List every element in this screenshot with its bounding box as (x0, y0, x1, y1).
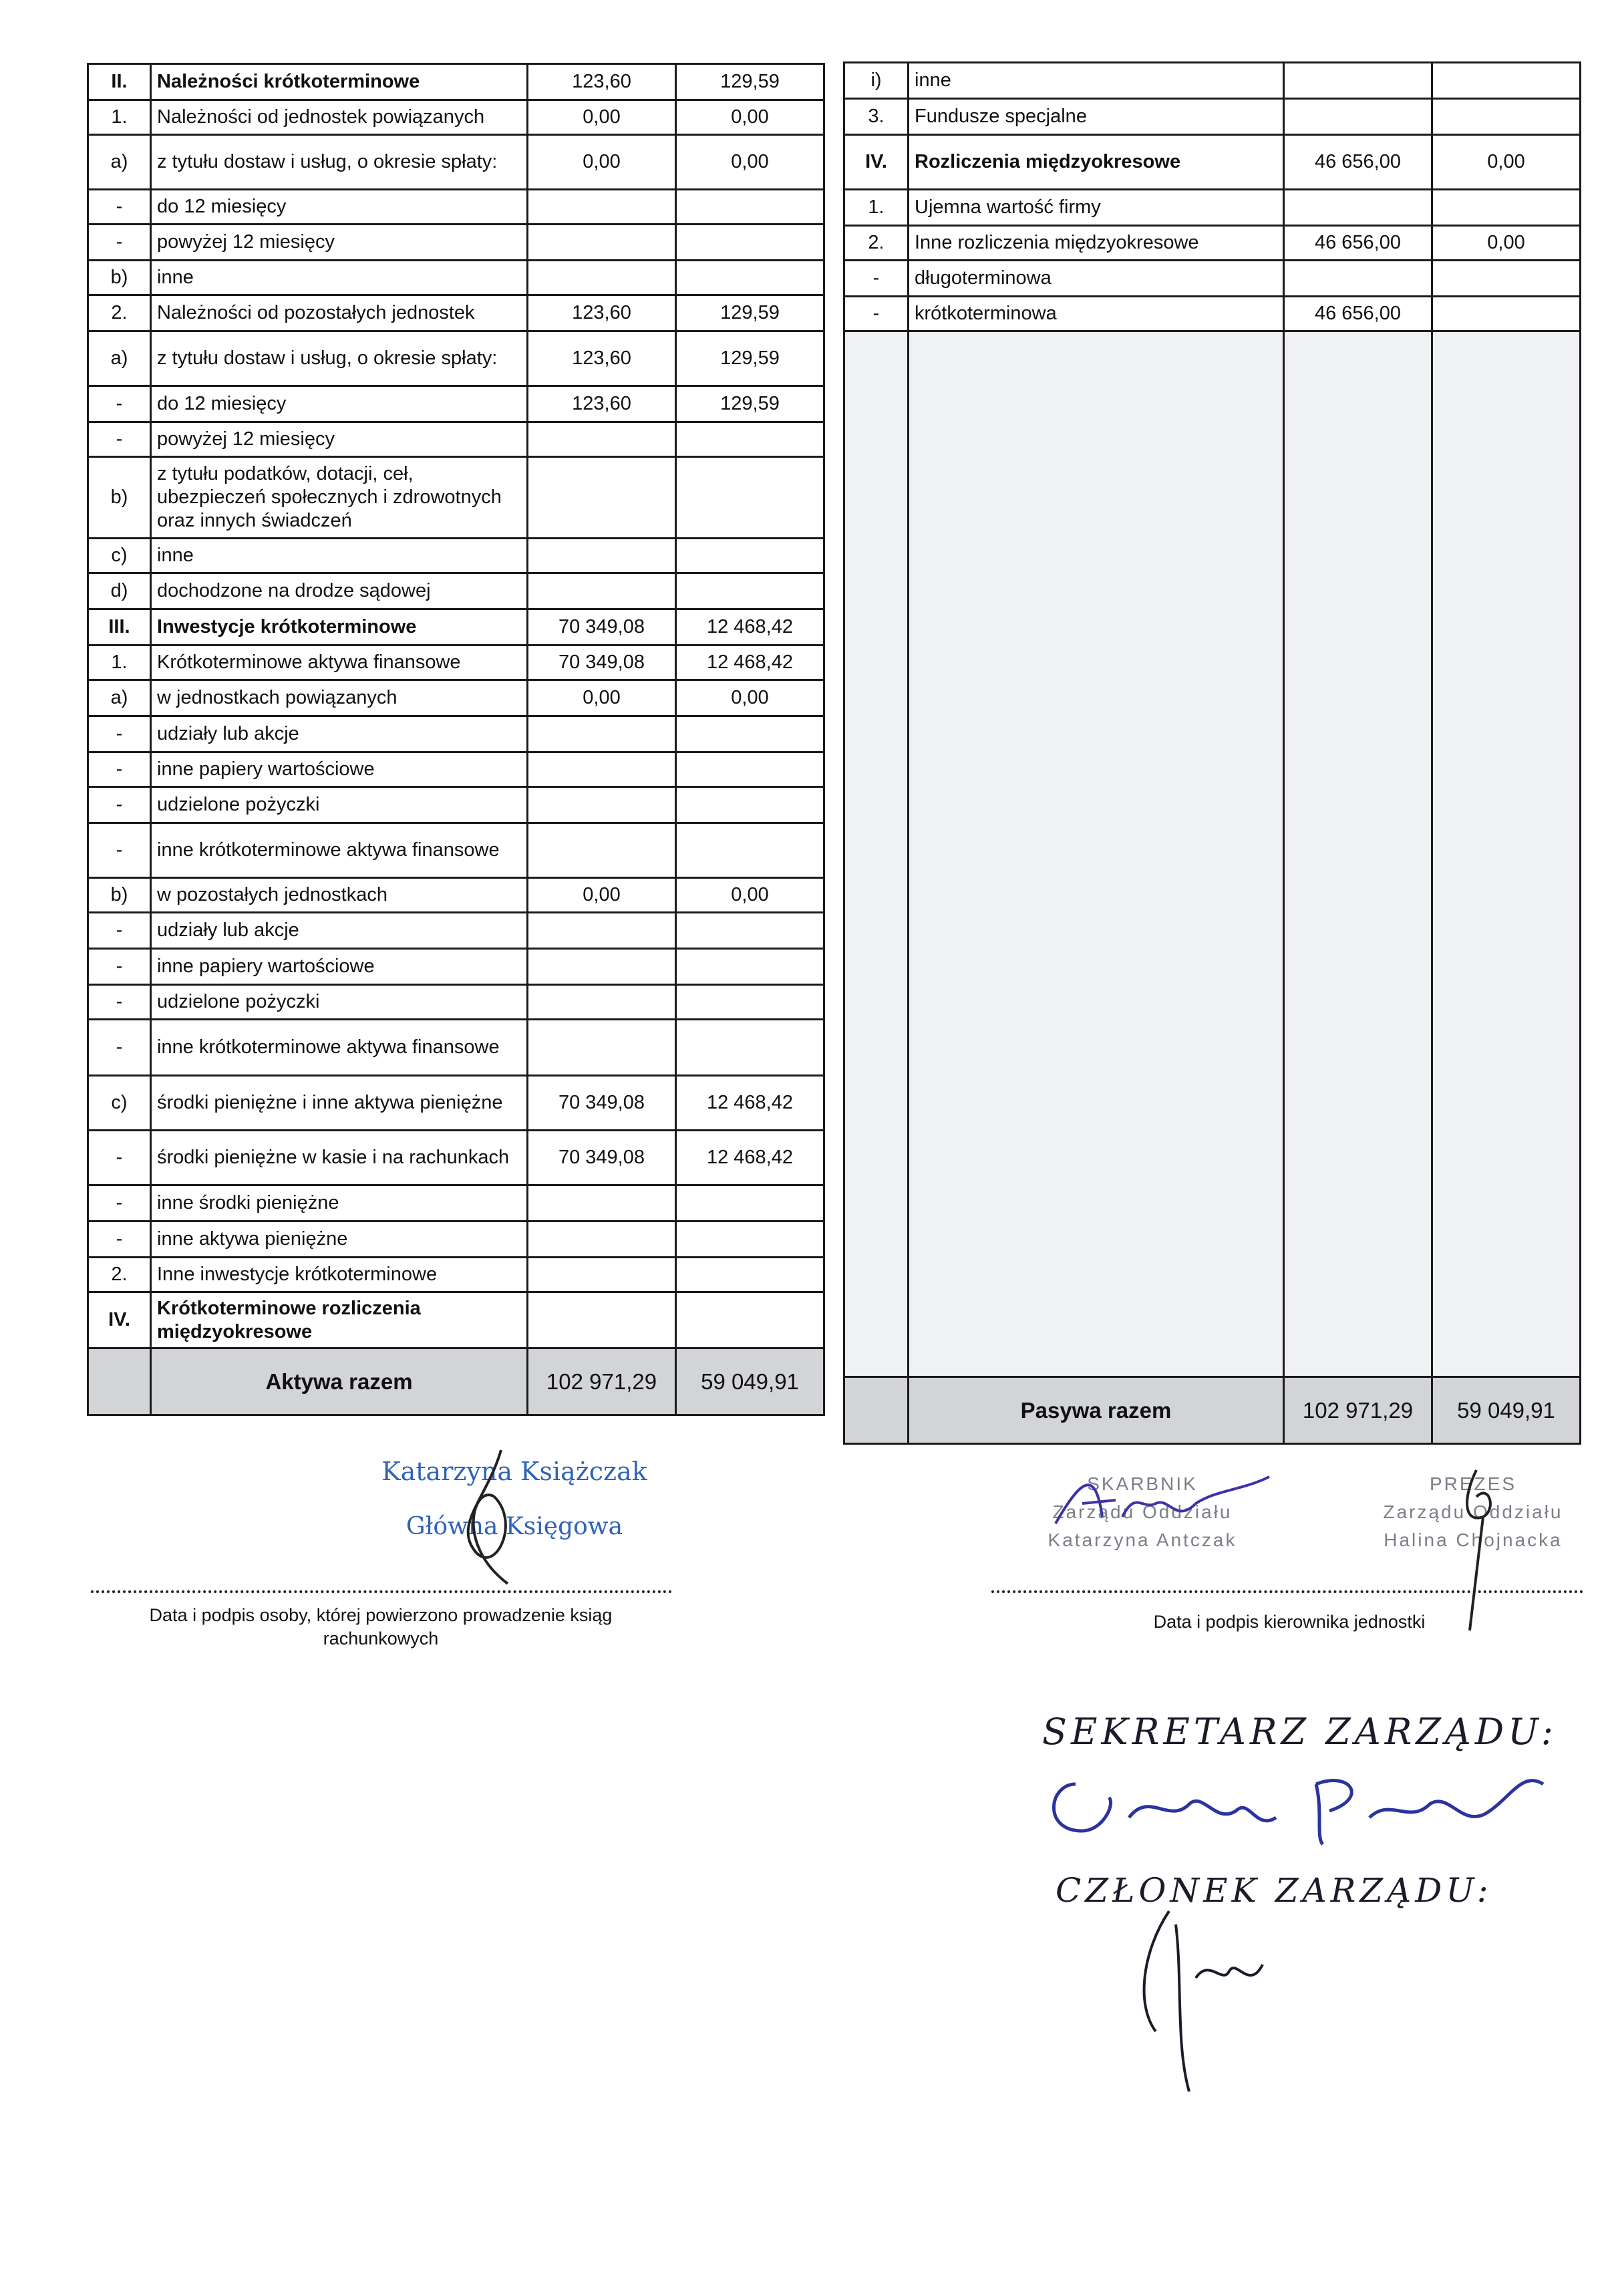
previous-year-value: 0,00 (1432, 226, 1581, 261)
previous-year-value (676, 190, 824, 225)
current-year-value (528, 1185, 676, 1222)
row-label: udziały lub akcje (151, 913, 528, 949)
right-signature-caption: Data i podpis kierownika jednostki (1153, 1612, 1426, 1632)
previous-year-value (676, 573, 824, 609)
treasurer-stamp: SKARBNIK Zarządu Oddziału Katarzyna Antczak (1048, 1473, 1237, 1550)
row-label: dochodzone na drodze sądowej (151, 573, 528, 609)
total-blank-cell (844, 1377, 909, 1444)
previous-year-value: 0,00 (676, 680, 824, 716)
previous-year-value: 12 468,42 (676, 1131, 824, 1185)
left-signature-caption: Data i podpis osoby, której powierzono prowadzenie ksiąg rachunkowych (149, 1605, 613, 1649)
liabilities-row (844, 135, 1581, 190)
row-label: Rozliczenia międzyokresowe (909, 135, 1284, 190)
previous-year-value: 129,59 (676, 295, 824, 331)
row-number: - (88, 985, 151, 1020)
previous-year-value: 12 468,42 (676, 645, 824, 680)
assets-row (88, 752, 824, 787)
assets-row (88, 949, 824, 985)
assets-row (88, 539, 824, 573)
assets-row (88, 787, 824, 823)
liabilities-table (843, 61, 1581, 1445)
previous-year-value: 129,59 (676, 386, 824, 422)
row-number: 2. (844, 226, 909, 261)
row-label: Należności krótkoterminowe (151, 64, 528, 100)
row-number: 2. (88, 295, 151, 331)
current-year-value (528, 457, 676, 539)
assets-row (88, 1131, 824, 1185)
row-number: i) (844, 63, 909, 99)
current-year-value (528, 985, 676, 1020)
row-label: do 12 miesięcy (151, 386, 528, 422)
previous-year-value: 129,59 (676, 331, 824, 386)
current-year-value (528, 752, 676, 787)
current-year-value (1284, 261, 1432, 297)
previous-year-value (676, 716, 824, 752)
row-label: do 12 miesięcy (151, 190, 528, 225)
row-number: - (88, 949, 151, 985)
row-number: a) (88, 680, 151, 716)
liabilities-row (844, 63, 1581, 99)
assets-row (88, 985, 824, 1020)
row-number: - (88, 716, 151, 752)
assets-row (88, 331, 824, 386)
current-year-value: 123,60 (528, 331, 676, 386)
row-label: inne (151, 539, 528, 573)
row-label: z tytułu podatków, dotacji, ceł, ubezpieczeń społecznych i zdrowotnych oraz innych świadczeń (151, 457, 528, 539)
row-label: udzielone pożyczki (151, 985, 528, 1020)
assets-row (88, 457, 824, 539)
row-label: w pozostałych jednostkach (151, 878, 528, 913)
assets-row (88, 1258, 824, 1292)
row-number: - (88, 1020, 151, 1076)
current-year-value (528, 913, 676, 949)
row-number: 1. (844, 190, 909, 226)
row-number: b) (88, 878, 151, 913)
secretary-signature-icon (1035, 1757, 1557, 1851)
secretary-label: SEKRETARZ ZARZĄDU: (1042, 1711, 1558, 1753)
current-year-value (528, 949, 676, 985)
row-label: Należności od jednostek powiązanych (151, 100, 528, 135)
row-number: - (88, 1131, 151, 1185)
empty-cell (1432, 331, 1581, 1377)
row-number: c) (88, 1076, 151, 1131)
row-label: Krótkoterminowe rozliczenia międzyokresowe (151, 1292, 528, 1348)
current-year-value (528, 539, 676, 573)
previous-year-value: 129,59 (676, 64, 824, 100)
current-year-value: 123,60 (528, 295, 676, 331)
previous-year-value (676, 457, 824, 539)
previous-year-value (676, 823, 824, 878)
assets-row (88, 878, 824, 913)
row-number: c) (88, 539, 151, 573)
row-number: a) (88, 331, 151, 386)
left-signature-line (91, 1590, 672, 1593)
liabilities-total-previous: 59 049,91 (1432, 1377, 1581, 1444)
current-year-value: 0,00 (528, 135, 676, 190)
row-number: 1. (88, 100, 151, 135)
current-year-value (528, 787, 676, 823)
previous-year-value (676, 1185, 824, 1222)
row-number: 2. (88, 1258, 151, 1292)
row-number: d) (88, 573, 151, 609)
row-label: inne aktywa pieniężne (151, 1222, 528, 1258)
current-year-value: 70 349,08 (528, 1076, 676, 1131)
previous-year-value (676, 261, 824, 295)
row-number: IV. (844, 135, 909, 190)
liabilities-row (844, 297, 1581, 331)
previous-year-value: 0,00 (676, 100, 824, 135)
current-year-value (528, 823, 676, 878)
previous-year-value (1432, 99, 1581, 135)
assets-total-current: 102 971,29 (528, 1348, 676, 1415)
current-year-value (528, 1020, 676, 1076)
row-label: inne (151, 261, 528, 295)
row-label: w jednostkach powiązanych (151, 680, 528, 716)
empty-cell (909, 331, 1284, 1377)
current-year-value (528, 422, 676, 457)
row-number: - (88, 1222, 151, 1258)
current-year-value: 70 349,08 (528, 1131, 676, 1185)
previous-year-value: 12 468,42 (676, 1076, 824, 1131)
row-label: powyżej 12 miesięcy (151, 225, 528, 261)
liabilities-row (844, 226, 1581, 261)
previous-year-value: 0,00 (676, 878, 824, 913)
row-label: Inne rozliczenia międzyokresowe (909, 226, 1284, 261)
row-number: - (88, 823, 151, 878)
liabilities-total-label: Pasywa razem (909, 1377, 1284, 1444)
row-number: - (88, 225, 151, 261)
previous-year-value (1432, 190, 1581, 226)
empty-cell (844, 331, 909, 1377)
current-year-value (528, 190, 676, 225)
liabilities-row (844, 190, 1581, 226)
row-label: inne (909, 63, 1284, 99)
liabilities-filler-row (844, 331, 1581, 1377)
row-number: III. (88, 609, 151, 645)
row-number: b) (88, 457, 151, 539)
assets-table (87, 63, 825, 1416)
current-year-value (528, 1258, 676, 1292)
assets-row (88, 135, 824, 190)
row-number: - (88, 752, 151, 787)
liabilities-total-row (844, 1377, 1581, 1444)
assets-row (88, 422, 824, 457)
row-number: II. (88, 64, 151, 100)
row-label: inne papiery wartościowe (151, 752, 528, 787)
row-label: środki pieniężne w kasie i na rachunkach (151, 1131, 528, 1185)
row-label: Należności od pozostałych jednostek (151, 295, 528, 331)
current-year-value: 70 349,08 (528, 645, 676, 680)
previous-year-value (1432, 63, 1581, 99)
row-number: - (88, 422, 151, 457)
assets-row (88, 386, 824, 422)
current-year-value: 0,00 (528, 680, 676, 716)
row-number: 1. (88, 645, 151, 680)
row-number: b) (88, 261, 151, 295)
previous-year-value (676, 1222, 824, 1258)
row-label: z tytułu dostaw i usług, o okresie spłaty: (151, 135, 528, 190)
assets-total-row (88, 1348, 824, 1415)
total-blank-cell (88, 1348, 151, 1415)
current-year-value: 46 656,00 (1284, 135, 1432, 190)
chief-accountant-name: Katarzyna Książczak (381, 1457, 647, 1486)
assets-row (88, 645, 824, 680)
previous-year-value: 12 468,42 (676, 609, 824, 645)
assets-row (88, 261, 824, 295)
right-signature-line (991, 1590, 1583, 1593)
assets-row (88, 190, 824, 225)
current-year-value: 123,60 (528, 386, 676, 422)
row-number: - (88, 787, 151, 823)
current-year-value (1284, 190, 1432, 226)
previous-year-value (676, 787, 824, 823)
row-label: inne środki pieniężne (151, 1185, 528, 1222)
current-year-value (528, 573, 676, 609)
row-label: z tytułu dostaw i usług, o okresie spłaty: (151, 331, 528, 386)
row-number: - (88, 1185, 151, 1222)
row-number: - (88, 190, 151, 225)
current-year-value: 0,00 (528, 878, 676, 913)
current-year-value (1284, 99, 1432, 135)
row-label: Inwestycje krótkoterminowe (151, 609, 528, 645)
row-number: a) (88, 135, 151, 190)
row-label: długoterminowa (909, 261, 1284, 297)
previous-year-value: 0,00 (676, 135, 824, 190)
liabilities-row (844, 261, 1581, 297)
member-signature-icon (1116, 1898, 1276, 2098)
assets-row (88, 295, 824, 331)
current-year-value: 0,00 (528, 100, 676, 135)
current-year-value: 46 656,00 (1284, 226, 1432, 261)
assets-row (88, 1292, 824, 1348)
assets-row (88, 573, 824, 609)
current-year-value (528, 261, 676, 295)
previous-year-value (676, 752, 824, 787)
row-label: Inne inwestycje krótkoterminowe (151, 1258, 528, 1292)
current-year-value (528, 716, 676, 752)
assets-total-previous: 59 049,91 (676, 1348, 824, 1415)
row-label: powyżej 12 miesięcy (151, 422, 528, 457)
president-stamp: PREZES Zarządu Oddziału Halina Chojnacka (1383, 1473, 1563, 1550)
previous-year-value (1432, 297, 1581, 331)
current-year-value (528, 1222, 676, 1258)
previous-year-value (676, 1292, 824, 1348)
row-number: - (844, 297, 909, 331)
row-number: - (844, 261, 909, 297)
row-label: inne krótkoterminowe aktywa finansowe (151, 1020, 528, 1076)
current-year-value: 123,60 (528, 64, 676, 100)
liabilities-row (844, 99, 1581, 135)
assets-row (88, 100, 824, 135)
current-year-value (1284, 63, 1432, 99)
assets-total-label: Aktywa razem (151, 1348, 528, 1415)
liabilities-total-current: 102 971,29 (1284, 1377, 1432, 1444)
previous-year-value (1432, 261, 1581, 297)
assets-row (88, 64, 824, 100)
previous-year-value (676, 1020, 824, 1076)
row-label: inne papiery wartościowe (151, 949, 528, 985)
current-year-value: 46 656,00 (1284, 297, 1432, 331)
previous-year-value (676, 225, 824, 261)
previous-year-value: 0,00 (1432, 135, 1581, 190)
current-year-value: 70 349,08 (528, 609, 676, 645)
row-label: środki pieniężne i inne aktywa pieniężne (151, 1076, 528, 1131)
current-year-value (528, 1292, 676, 1348)
chief-accountant-title: Główna Księgowa (406, 1513, 623, 1540)
row-label: Ujemna wartość firmy (909, 190, 1284, 226)
empty-cell (1284, 331, 1432, 1377)
assets-row (88, 913, 824, 949)
previous-year-value (676, 422, 824, 457)
row-label: Krótkoterminowe aktywa finansowe (151, 645, 528, 680)
row-label: udzielone pożyczki (151, 787, 528, 823)
member-label: CZŁONEK ZARZĄDU: (1056, 1871, 1492, 1910)
assets-row (88, 823, 824, 878)
previous-year-value (676, 913, 824, 949)
previous-year-value (676, 949, 824, 985)
assets-row (88, 609, 824, 645)
assets-row (88, 1185, 824, 1222)
current-year-value (528, 225, 676, 261)
row-label: inne krótkoterminowe aktywa finansowe (151, 823, 528, 878)
assets-row (88, 1076, 824, 1131)
treasurer-signature-icon (1042, 1463, 1283, 1544)
row-label: Fundusze specjalne (909, 99, 1284, 135)
row-number: 3. (844, 99, 909, 135)
row-number: - (88, 913, 151, 949)
assets-row (88, 716, 824, 752)
row-number: IV. (88, 1292, 151, 1348)
assets-row (88, 680, 824, 716)
previous-year-value (676, 985, 824, 1020)
row-number: - (88, 386, 151, 422)
chief-accountant-signature-icon (428, 1443, 575, 1597)
row-label: krótkoterminowa (909, 297, 1284, 331)
assets-row (88, 1222, 824, 1258)
row-label: udziały lub akcje (151, 716, 528, 752)
assets-row (88, 1020, 824, 1076)
previous-year-value (676, 539, 824, 573)
previous-year-value (676, 1258, 824, 1292)
assets-row (88, 225, 824, 261)
